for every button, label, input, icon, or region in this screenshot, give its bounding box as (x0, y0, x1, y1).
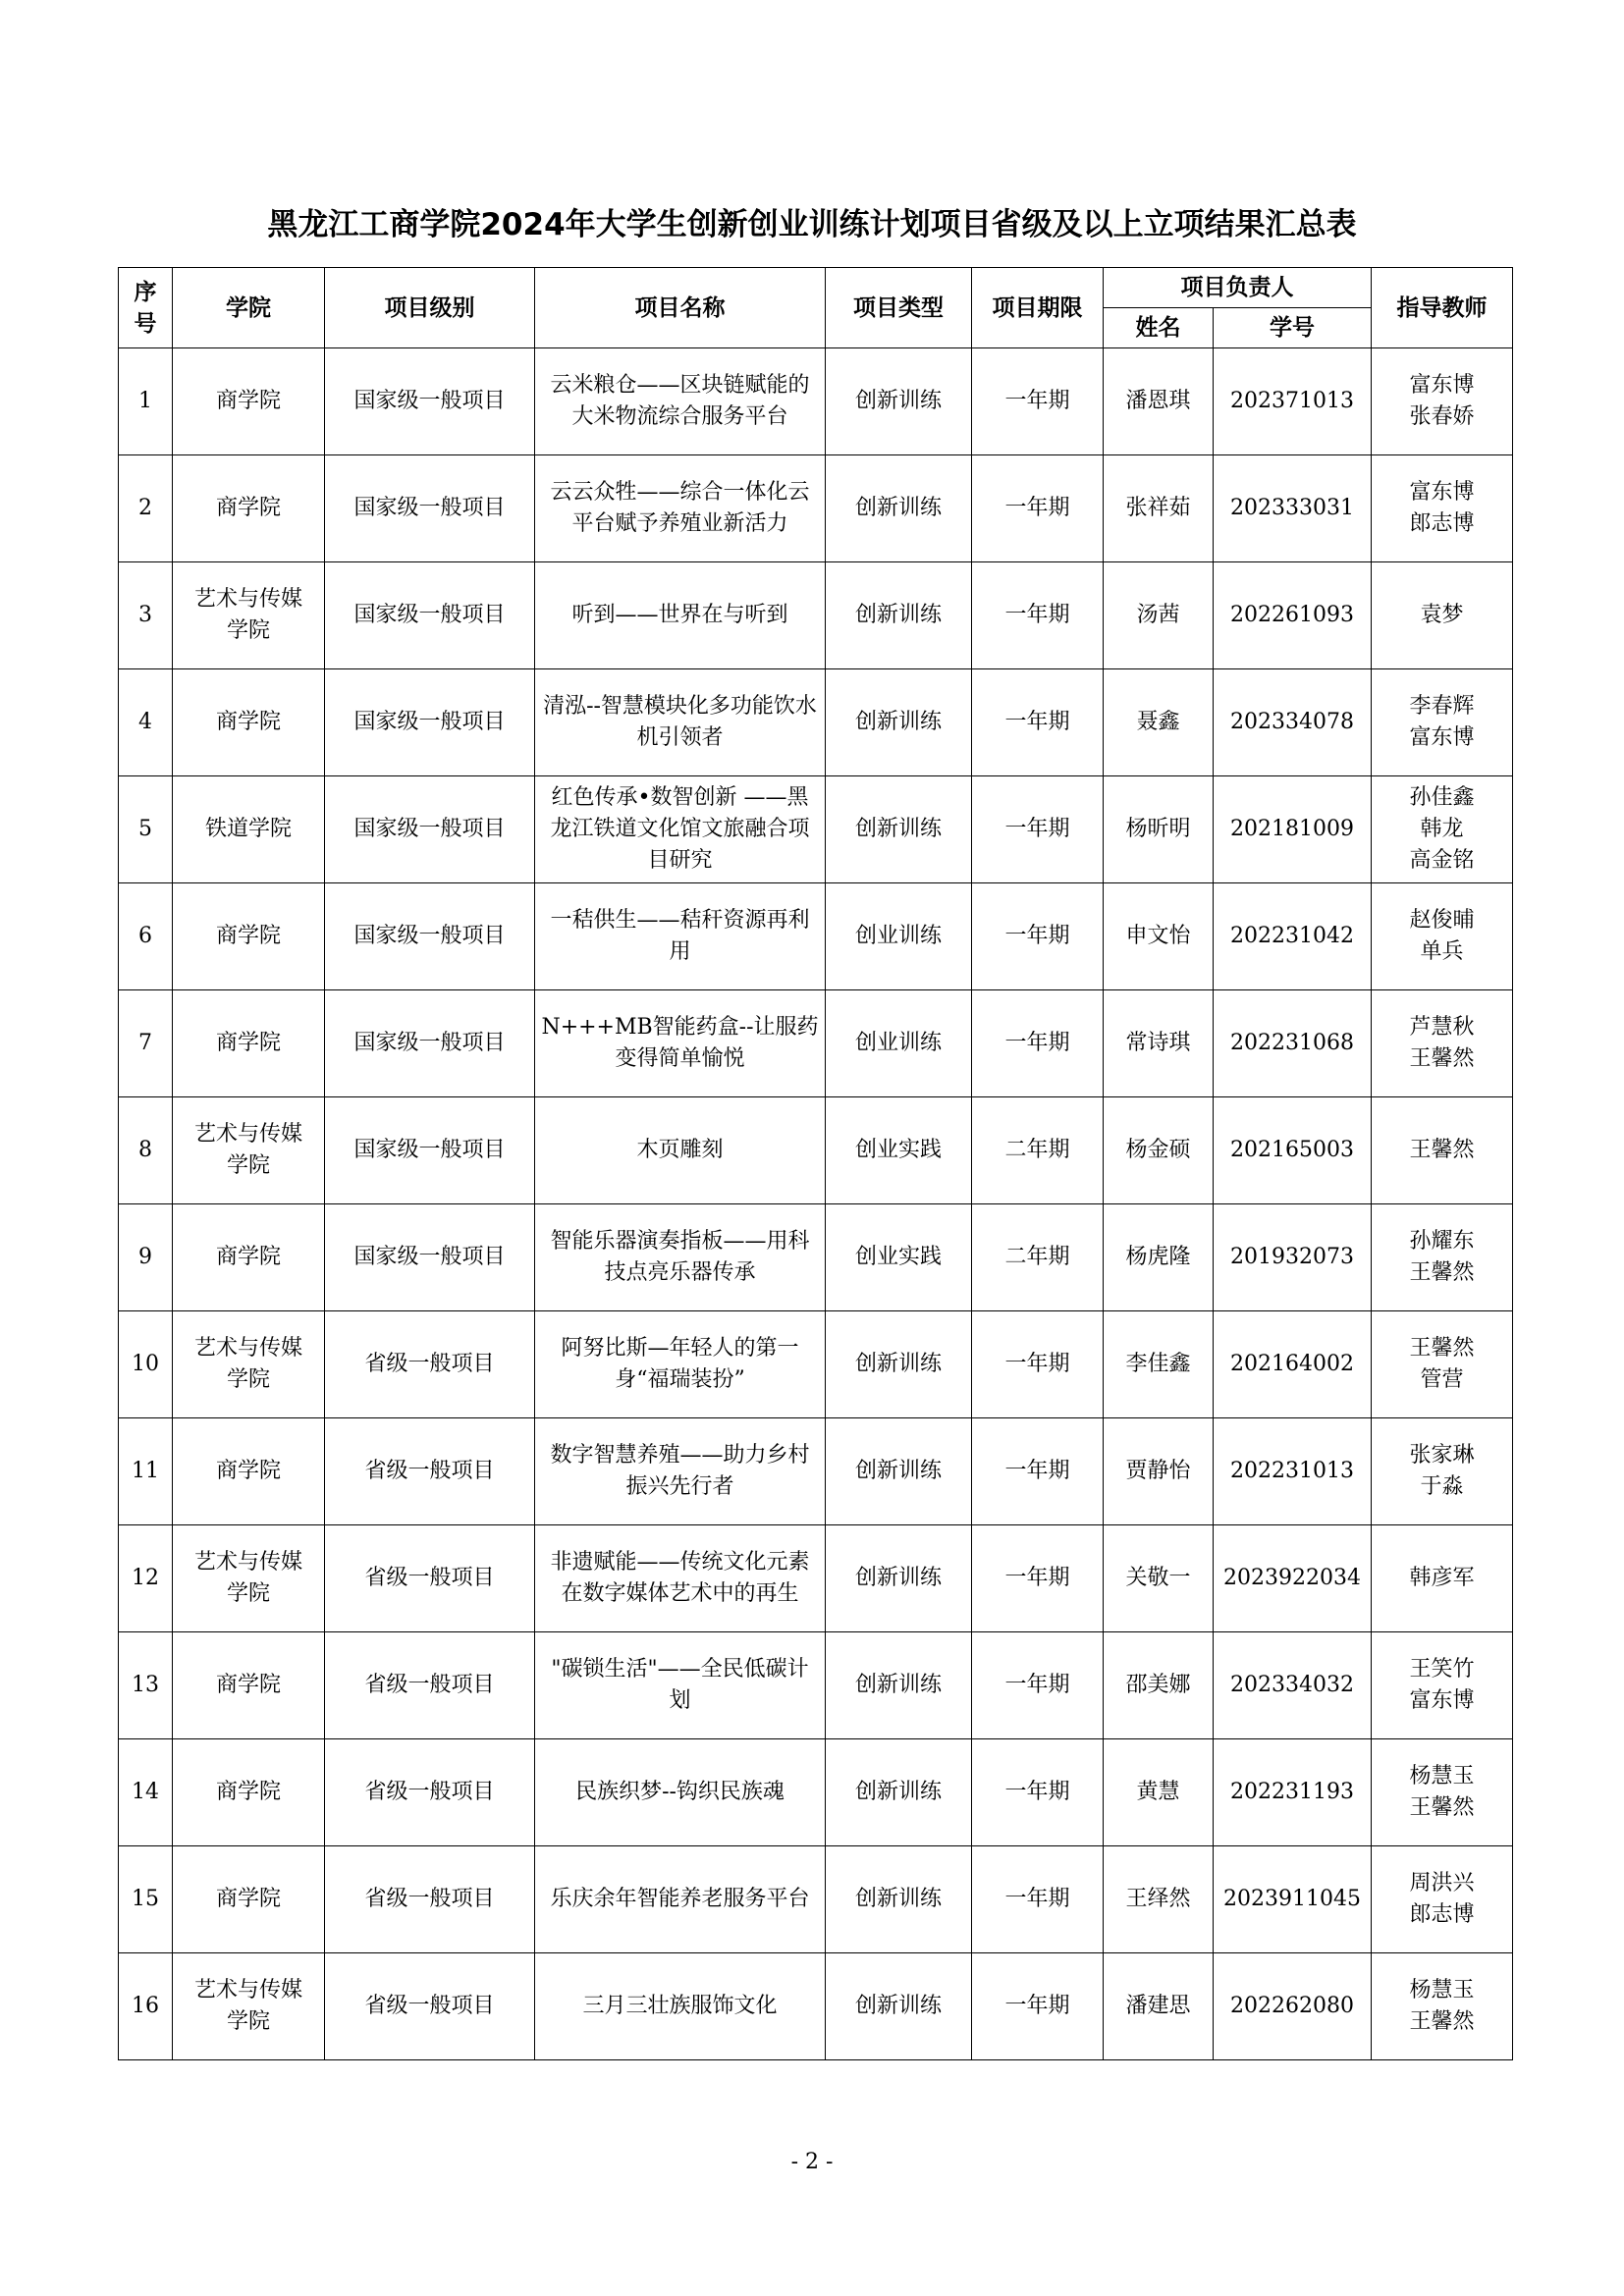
header-college: 学院 (173, 268, 325, 348)
cell-level: 省级一般项目 (325, 1953, 535, 2060)
cell-type: 创业训练 (826, 990, 972, 1097)
cell-seq: 12 (119, 1525, 173, 1632)
cell-college: 艺术与传媒学院 (173, 1097, 325, 1204)
cell-leader-id: 202231068 (1214, 990, 1372, 1097)
cell-seq: 5 (119, 776, 173, 883)
cell-leader-name: 申文怡 (1104, 883, 1214, 990)
cell-project-name: 云云众牲——综合一体化云平台赋予养殖业新活力 (535, 455, 826, 562)
cell-duration: 一年期 (972, 1739, 1104, 1846)
cell-project-name: 一秸供生——秸秆资源再利用 (535, 883, 826, 990)
cell-advisor: 富东博 张春娇 (1372, 348, 1513, 455)
cell-level: 国家级一般项目 (325, 348, 535, 455)
cell-duration: 二年期 (972, 1204, 1104, 1311)
header-duration: 项目期限 (972, 268, 1104, 348)
cell-duration: 一年期 (972, 1525, 1104, 1632)
cell-college: 艺术与传媒学院 (173, 1311, 325, 1418)
cell-level: 省级一般项目 (325, 1311, 535, 1418)
cell-college: 商学院 (173, 1739, 325, 1846)
header-leader-name: 姓名 (1104, 308, 1214, 348)
cell-duration: 一年期 (972, 1953, 1104, 2060)
cell-duration: 一年期 (972, 1418, 1104, 1525)
cell-leader-id: 202231013 (1214, 1418, 1372, 1525)
cell-project-name: 非遗赋能——传统文化元素在数字媒体艺术中的再生 (535, 1525, 826, 1632)
cell-seq: 1 (119, 348, 173, 455)
cell-advisor: 韩彦军 (1372, 1525, 1513, 1632)
cell-project-name: 阿努比斯—年轻人的第一身“福瑞装扮” (535, 1311, 826, 1418)
cell-leader-id: 201932073 (1214, 1204, 1372, 1311)
cell-type: 创新训练 (826, 1846, 972, 1953)
cell-duration: 一年期 (972, 348, 1104, 455)
header-type: 项目类型 (826, 268, 972, 348)
cell-duration: 一年期 (972, 669, 1104, 776)
project-table (118, 267, 1513, 2060)
cell-leader-id: 202231042 (1214, 883, 1372, 990)
table-row (119, 1097, 1513, 1204)
cell-duration: 一年期 (972, 1846, 1104, 1953)
cell-seq: 13 (119, 1632, 173, 1739)
header-leader: 项目负责人 (1104, 268, 1372, 308)
page-title: 黑龙江工商学院2024年大学生创新创业训练计划项目省级及以上立项结果汇总表 (267, 207, 1357, 242)
cell-leader-name: 常诗琪 (1104, 990, 1214, 1097)
cell-type: 创新训练 (826, 455, 972, 562)
cell-leader-name: 邵美娜 (1104, 1632, 1214, 1739)
cell-project-name: 智能乐器演奏指板——用科技点亮乐器传承 (535, 1204, 826, 1311)
cell-advisor: 袁梦 (1372, 562, 1513, 669)
table-row (119, 1204, 1513, 1311)
cell-duration: 一年期 (972, 455, 1104, 562)
cell-seq: 2 (119, 455, 173, 562)
cell-leader-name: 黄慧 (1104, 1739, 1214, 1846)
cell-level: 国家级一般项目 (325, 1097, 535, 1204)
cell-type: 创新训练 (826, 562, 972, 669)
cell-level: 国家级一般项目 (325, 990, 535, 1097)
cell-leader-id: 202371013 (1214, 348, 1372, 455)
cell-leader-name: 王绎然 (1104, 1846, 1214, 1953)
header-advisor: 指导教师 (1372, 268, 1513, 348)
table-body (119, 348, 1513, 2060)
cell-college: 艺术与传媒学院 (173, 1953, 325, 2060)
cell-seq: 15 (119, 1846, 173, 1953)
cell-level: 国家级一般项目 (325, 562, 535, 669)
cell-duration: 二年期 (972, 1097, 1104, 1204)
cell-type: 创新训练 (826, 1632, 972, 1739)
page-number: - 2 - (790, 2150, 834, 2174)
cell-level: 省级一般项目 (325, 1525, 535, 1632)
cell-project-name: 乐庆余年智能养老服务平台 (535, 1846, 826, 1953)
cell-project-name: 数字智慧养殖——助力乡村振兴先行者 (535, 1418, 826, 1525)
cell-seq: 8 (119, 1097, 173, 1204)
cell-leader-name: 李佳鑫 (1104, 1311, 1214, 1418)
table-row (119, 1311, 1513, 1418)
table-row (119, 1846, 1513, 1953)
cell-advisor: 杨慧玉 王馨然 (1372, 1953, 1513, 2060)
cell-level: 省级一般项目 (325, 1418, 535, 1525)
cell-advisor: 王馨然 (1372, 1097, 1513, 1204)
cell-leader-id: 202165003 (1214, 1097, 1372, 1204)
cell-leader-id: 202333031 (1214, 455, 1372, 562)
cell-seq: 3 (119, 562, 173, 669)
table-row (119, 562, 1513, 669)
table-row (119, 1418, 1513, 1525)
cell-college: 艺术与传媒学院 (173, 562, 325, 669)
cell-college: 商学院 (173, 883, 325, 990)
cell-leader-id: 202262080 (1214, 1953, 1372, 2060)
cell-advisor: 周洪兴 郎志博 (1372, 1846, 1513, 1953)
cell-duration: 一年期 (972, 1311, 1104, 1418)
cell-level: 省级一般项目 (325, 1846, 535, 1953)
cell-advisor: 赵俊晡 单兵 (1372, 883, 1513, 990)
cell-leader-name: 贾静怡 (1104, 1418, 1214, 1525)
cell-college: 商学院 (173, 669, 325, 776)
cell-seq: 4 (119, 669, 173, 776)
cell-level: 国家级一般项目 (325, 669, 535, 776)
cell-advisor: 张家琳 于淼 (1372, 1418, 1513, 1525)
table-row (119, 883, 1513, 990)
cell-college: 商学院 (173, 990, 325, 1097)
cell-college: 商学院 (173, 1204, 325, 1311)
cell-leader-name: 潘建思 (1104, 1953, 1214, 2060)
cell-project-name: 民族织梦--钩织民族魂 (535, 1739, 826, 1846)
cell-type: 创新训练 (826, 669, 972, 776)
cell-level: 国家级一般项目 (325, 776, 535, 883)
cell-college: 商学院 (173, 1418, 325, 1525)
cell-type: 创新训练 (826, 776, 972, 883)
cell-leader-id: 2023911045 (1214, 1846, 1372, 1953)
table-row (119, 990, 1513, 1097)
cell-leader-name: 聂鑫 (1104, 669, 1214, 776)
cell-level: 国家级一般项目 (325, 455, 535, 562)
header-seq (119, 268, 173, 348)
cell-leader-name: 关敬一 (1104, 1525, 1214, 1632)
cell-leader-name: 杨金硕 (1104, 1097, 1214, 1204)
cell-seq: 6 (119, 883, 173, 990)
cell-leader-id: 202181009 (1214, 776, 1372, 883)
cell-seq: 16 (119, 1953, 173, 2060)
table-row (119, 669, 1513, 776)
cell-type: 创新训练 (826, 1739, 972, 1846)
table-row (119, 1632, 1513, 1739)
cell-duration: 一年期 (972, 562, 1104, 669)
cell-project-name: 三月三壮族服饰文化 (535, 1953, 826, 2060)
cell-project-name: 云米粮仓——区块链赋能的大米物流综合服务平台 (535, 348, 826, 455)
table-row (119, 776, 1513, 883)
cell-duration: 一年期 (972, 990, 1104, 1097)
cell-project-name: 听到——世界在与听到 (535, 562, 826, 669)
cell-leader-name: 杨昕明 (1104, 776, 1214, 883)
cell-type: 创新训练 (826, 1953, 972, 2060)
cell-level: 省级一般项目 (325, 1739, 535, 1846)
header-level: 项目级别 (325, 268, 535, 348)
cell-level: 省级一般项目 (325, 1632, 535, 1739)
cell-leader-id: 2023922034 (1214, 1525, 1372, 1632)
cell-college: 艺术与传媒学院 (173, 1525, 325, 1632)
cell-advisor: 王笑竹 富东博 (1372, 1632, 1513, 1739)
cell-leader-name: 汤茜 (1104, 562, 1214, 669)
cell-level: 国家级一般项目 (325, 883, 535, 990)
cell-leader-name: 杨虎隆 (1104, 1204, 1214, 1311)
cell-advisor: 李春辉 富东博 (1372, 669, 1513, 776)
cell-type: 创业训练 (826, 883, 972, 990)
header-name: 项目名称 (535, 268, 826, 348)
cell-seq: 10 (119, 1311, 173, 1418)
cell-type: 创业实践 (826, 1097, 972, 1204)
cell-seq: 7 (119, 990, 173, 1097)
cell-advisor: 富东博 郎志博 (1372, 455, 1513, 562)
cell-level: 国家级一般项目 (325, 1204, 535, 1311)
cell-duration: 一年期 (972, 1632, 1104, 1739)
table-row (119, 1953, 1513, 2060)
cell-college: 商学院 (173, 455, 325, 562)
cell-type: 创新训练 (826, 1525, 972, 1632)
cell-seq: 11 (119, 1418, 173, 1525)
cell-college: 商学院 (173, 1632, 325, 1739)
cell-advisor: 芦慧秋 王馨然 (1372, 990, 1513, 1097)
cell-duration: 一年期 (972, 776, 1104, 883)
table-row (119, 1525, 1513, 1632)
cell-leader-name: 潘恩琪 (1104, 348, 1214, 455)
cell-leader-id: 202334078 (1214, 669, 1372, 776)
cell-project-name: 清泓--智慧模块化多功能饮水机引领者 (535, 669, 826, 776)
cell-leader-id: 202231193 (1214, 1739, 1372, 1846)
cell-project-name: "碳锁生活"——全民低碳计划 (535, 1632, 826, 1739)
cell-seq: 9 (119, 1204, 173, 1311)
cell-college: 商学院 (173, 348, 325, 455)
cell-type: 创新训练 (826, 1418, 972, 1525)
cell-advisor: 杨慧玉 王馨然 (1372, 1739, 1513, 1846)
cell-type: 创新训练 (826, 1311, 972, 1418)
cell-seq: 14 (119, 1739, 173, 1846)
cell-leader-id: 202261093 (1214, 562, 1372, 669)
header-row (119, 268, 1513, 308)
cell-type: 创业实践 (826, 1204, 972, 1311)
cell-advisor: 王馨然 管营 (1372, 1311, 1513, 1418)
cell-project-name: 木页雕刻 (535, 1097, 826, 1204)
cell-type: 创新训练 (826, 348, 972, 455)
cell-college: 商学院 (173, 1846, 325, 1953)
cell-project-name: 红色传承•数智创新 ——黑龙江铁道文化馆文旅融合项目研究 (535, 776, 826, 883)
cell-leader-id: 202164002 (1214, 1311, 1372, 1418)
cell-leader-id: 202334032 (1214, 1632, 1372, 1739)
cell-advisor: 孙佳鑫 韩龙 高金铭 (1372, 776, 1513, 883)
cell-duration: 一年期 (972, 883, 1104, 990)
cell-project-name: N+++MB智能药盒--让服药变得简单愉悦 (535, 990, 826, 1097)
cell-leader-name: 张祥茹 (1104, 455, 1214, 562)
table-row (119, 348, 1513, 455)
cell-college: 铁道学院 (173, 776, 325, 883)
table-row (119, 455, 1513, 562)
cell-advisor: 孙耀东 王馨然 (1372, 1204, 1513, 1311)
header-leader-id: 学号 (1214, 308, 1372, 348)
header-seq-text: 序号 (134, 279, 157, 337)
table-row (119, 1739, 1513, 1846)
